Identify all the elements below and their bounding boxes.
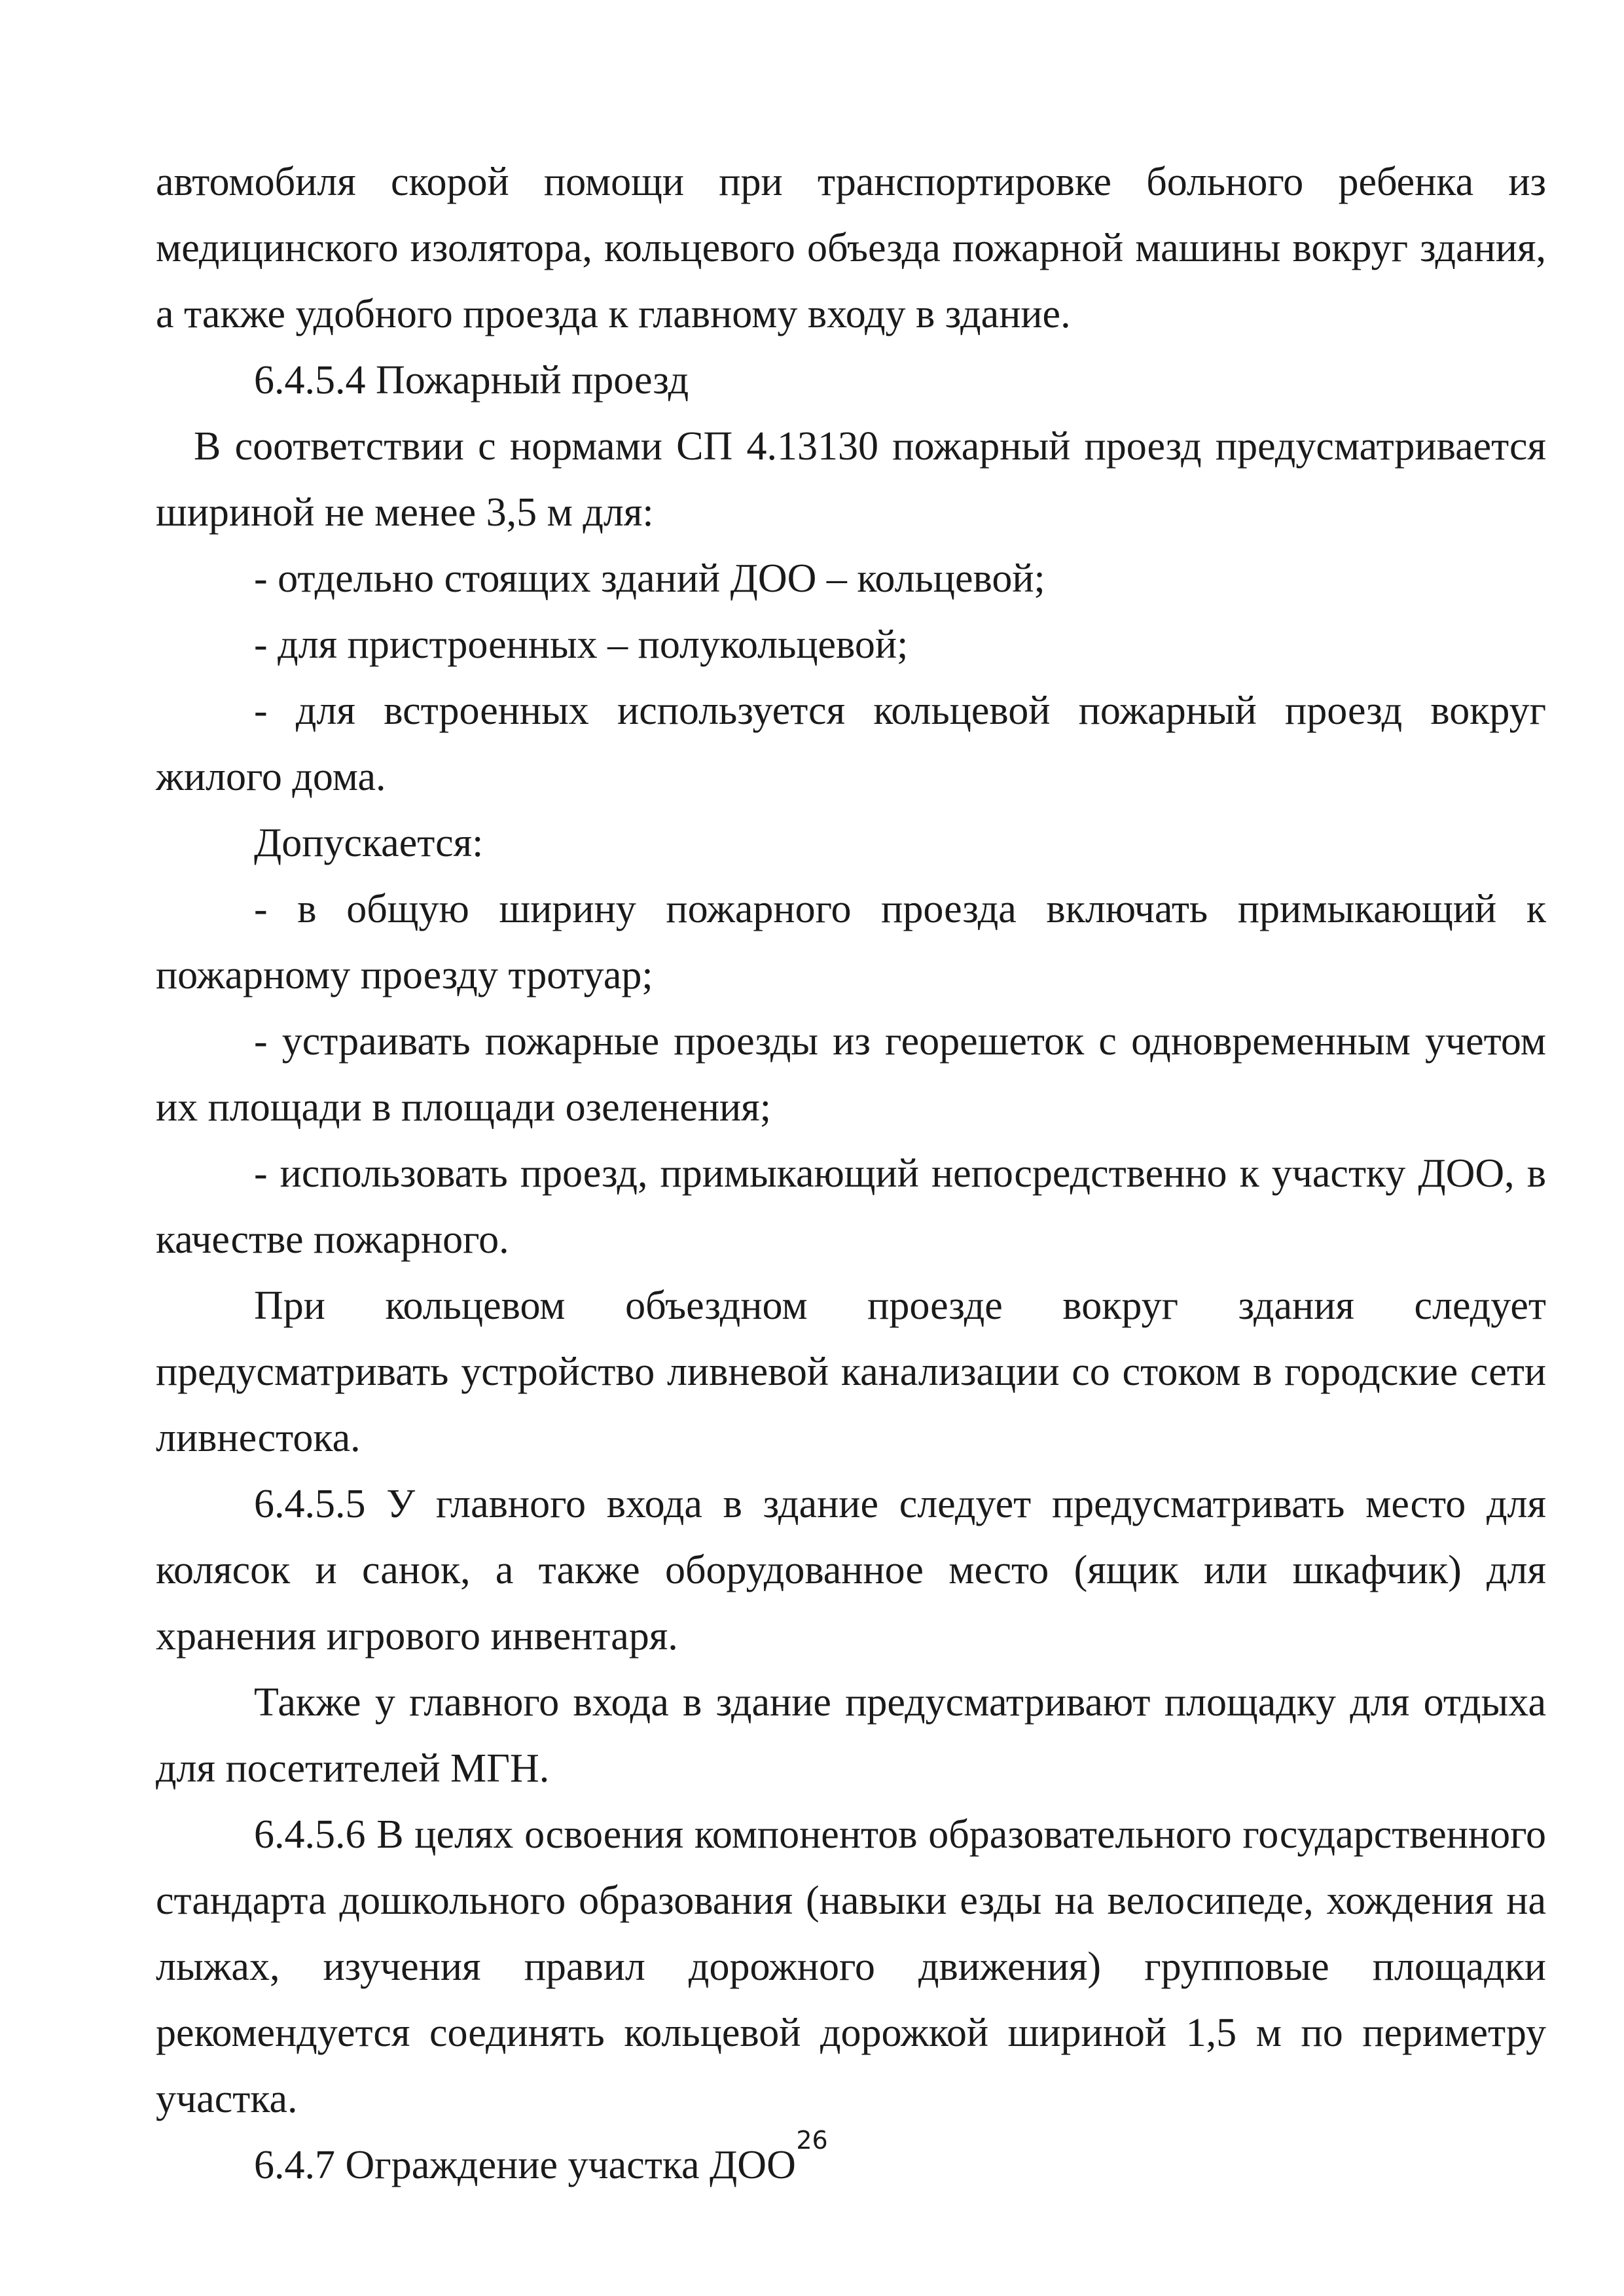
page-number: 26 [796,2126,828,2155]
list-item-sidewalk: - в общую ширину пожарного проезда включать примыкающий к пожарному проезду тротуар; [156,887,1546,997]
body-text [156,149,1546,2198]
list-item-adjacent-passage: - использовать проезд, примыкающий непосредственно к участку ДОО, в качестве пожарного. [156,1151,1546,1262]
paragraph-continuation: автомобиля скорой помощи при транспортировке больного ребенка из медицинского изолятора, кольцевого объезда пожарной машины вокруг здания, а также удобного проезда к главному входу в здание. [156,160,1546,336]
paragraph-rest-area: Также у главного входа в здание предусматривают площадку для отдыха для посетителей МГН. [156,1680,1546,1791]
list-item-geogrids: - устраивать пожарные проезды из георешеток с одновременным учетом их площади в площади озеленения; [156,1019,1546,1130]
list-item-attached: - для пристроенных – полукольцевой; [254,622,909,667]
section-heading-6-4-7: 6.4.7 Ограждение участка ДОО [254,2143,796,2187]
section-heading-6-4-5-4: 6.4.5.4 Пожарный проезд [254,358,689,403]
section-6-4-5-6: 6.4.5.6 В целях освоения компонентов образовательного государственного стандарта дошкольного образования (навыки езды на велосипеде, хождения на лыжах, изучения правил дорожного движения) групповые площадки рекомендуется соединять кольцевой дорожкой шириной 1,5 м по периметру участка. [156,1812,1546,2121]
list-item-built-in: - для встроенных используется кольцевой пожарный проезд вокруг жилого дома. [156,689,1546,799]
paragraph-storm-drainage: При кольцевом объездном проезде вокруг здания следует предусматривать устройство ливневой канализации со стоком в городские сети ливнестока. [156,1283,1546,1460]
paragraph-fire-passage-norms: В соответствии с нормами СП 4.13130 пожарный проезд предусматривается шириной не менее 3,5 м для: [156,424,1546,535]
paragraph-allowed: Допускается: [254,821,484,865]
section-6-4-5-5: 6.4.5.5 У главного входа в здание следует предусматривать место для колясок и санок, а также оборудованное место (ящик или шкафчик) для хранения игрового инвентаря. [156,1482,1546,1659]
list-item-freestanding: - отдельно стоящих зданий ДОО – кольцевой; [254,556,1045,601]
